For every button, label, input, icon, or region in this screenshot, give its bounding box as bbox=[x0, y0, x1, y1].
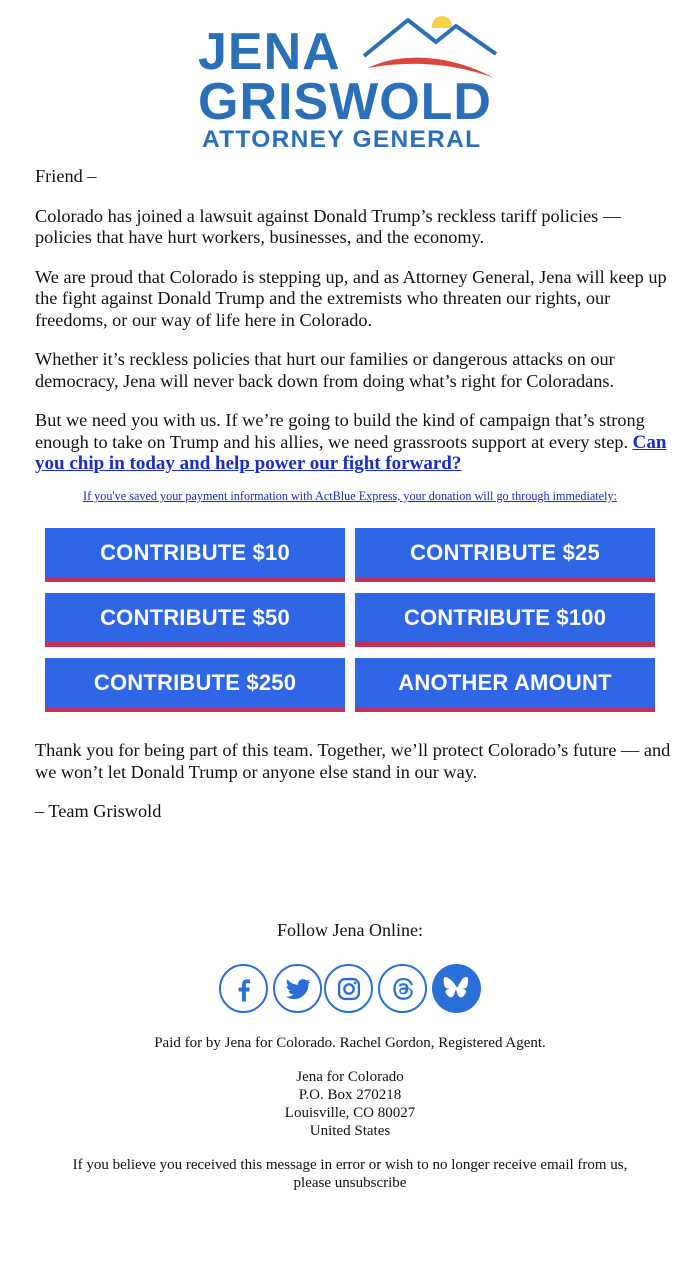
logo-name-last: GRISWOLD bbox=[198, 73, 492, 131]
logo-name-first: JENA bbox=[198, 23, 341, 81]
paragraph-proud: We are proud that Colorado is stepping up, and as Attorney General, Jena will keep up the fight against Donald Trump and the extremists who threaten our rights, our freedoms, or our way of life here in Colorado. bbox=[35, 266, 667, 330]
actblue-express-link[interactable]: If you've saved your payment information with ActBlue Express, your donation will go through immediately: bbox=[83, 489, 617, 503]
email-body bbox=[35, 166, 667, 493]
country: United States bbox=[309, 1123, 391, 1139]
chip-in-link[interactable]: Can you chip in today and help power our fight forward? bbox=[35, 431, 667, 474]
mountain-ridge bbox=[364, 20, 496, 56]
unsubscribe-notice: If you believe you received this message in error or wish to no longer receive email from us, bbox=[72, 1157, 628, 1173]
follow-heading: Follow Jena Online: bbox=[277, 920, 423, 940]
paid-for-disclaimer: Paid for by Jena for Colorado. Rachel Gordon, Registered Agent. bbox=[154, 1035, 546, 1051]
contribute-10-button[interactable]: CONTRIBUTE $10 bbox=[45, 528, 345, 582]
org-name: Jena for Colorado bbox=[296, 1069, 404, 1085]
ask-text: But we need you with us. If we’re going to build the kind of campaign that’s strong enough to take on Trump and his allies, we need grassroots support at every step. bbox=[35, 410, 645, 452]
threads-icon[interactable] bbox=[378, 964, 427, 1013]
closing-paragraph: Thank you for being part of this team. Together, we’ll protect Colorado’s future — and we won’t let Donald Trump or anyone else stand in our way. bbox=[35, 740, 671, 782]
contribute-250-button[interactable]: CONTRIBUTE $250 bbox=[45, 658, 345, 712]
contribute-25-button[interactable]: CONTRIBUTE $25 bbox=[355, 528, 655, 582]
greeting: Friend – bbox=[35, 166, 97, 186]
signoff: – Team Griswold bbox=[35, 801, 162, 821]
paragraph-lawsuit: Colorado has joined a lawsuit against Donald Trump’s reckless tariff policies — policies that have hurt workers, businesses, and the economy. bbox=[35, 205, 622, 247]
contribute-100-button[interactable]: CONTRIBUTE $100 bbox=[355, 593, 655, 647]
twitter-icon[interactable] bbox=[273, 964, 322, 1013]
bluesky-icon[interactable] bbox=[432, 964, 481, 1013]
unsubscribe-link[interactable]: please unsubscribe bbox=[293, 1175, 407, 1191]
campaign-logo bbox=[198, 16, 504, 154]
po-box: P.O. Box 270218 bbox=[298, 1087, 402, 1103]
actblue-express-note bbox=[0, 489, 700, 504]
closing-section bbox=[35, 740, 675, 841]
paragraph-policies: Whether it’s reckless policies that hurt our families or dangerous attacks on our democracy, Jena will never back down from doing what’s right for Coloradans. bbox=[35, 349, 615, 391]
instagram-icon[interactable] bbox=[324, 964, 373, 1013]
contribute-50-button[interactable]: CONTRIBUTE $50 bbox=[45, 593, 345, 647]
paragraph-ask bbox=[35, 410, 667, 475]
facebook-icon[interactable] bbox=[219, 964, 268, 1013]
another-amount-button[interactable]: ANOTHER AMOUNT bbox=[355, 658, 655, 712]
city-state-zip: Louisville, CO 80027 bbox=[284, 1105, 416, 1121]
logo-title: ATTORNEY GENERAL bbox=[202, 126, 482, 153]
